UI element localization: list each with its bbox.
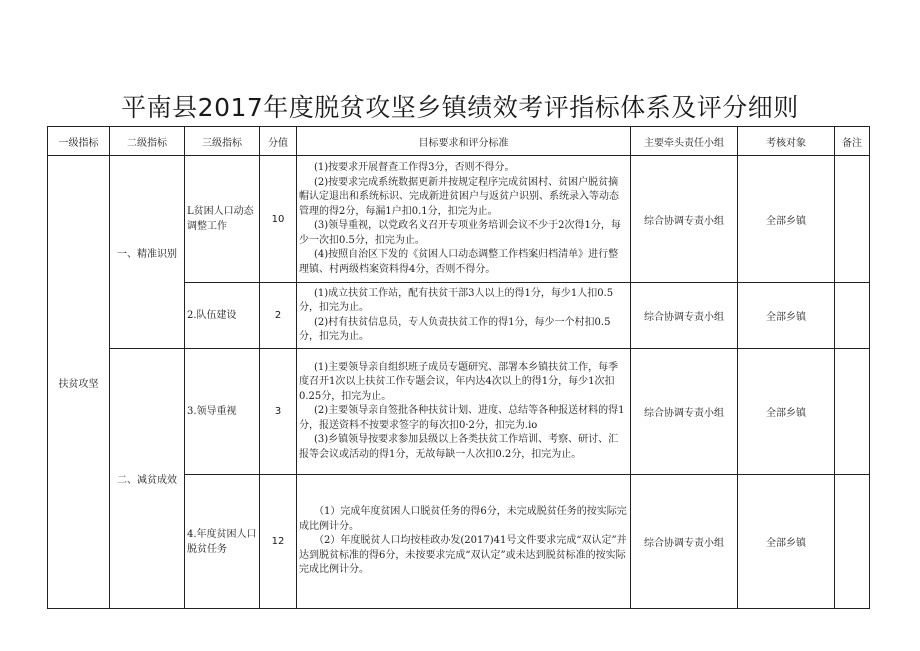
criteria-cell [297,475,631,609]
criteria-item: (4)按照自治区下发的《贫困人口动态调整工作档案归档清单》进行整理镇、村两级档案资料得4分，否则不得分。 [299,249,619,275]
score-cell: 12 [260,475,297,609]
header-level3: 三级指标 [185,127,260,156]
criteria-item: (2)村有扶贫信息员，专人负责扶贫工作的得1分，每少一个村扣0.5分，扣完为止。 [299,316,611,342]
level2-cell: 二、减贫成效 [110,349,185,609]
criteria-item: (2)按要求完成系统数据更新并按规定程序完成贫困村、贫困户脱贫摘帽认定退出和系统标识、完成新进贫困户与返贫户识别、系统录入等动态管理的得2分，每漏1户扣0.1分，扣完为止。 [299,176,619,217]
criteria-item: (1)按要求开展督查工作得3分，否则不得分。 [314,162,515,173]
criteria-item: (1)成立扶贫工作站，配有扶贫干部3人以上的得1分，每少1人扣0.5分，扣完为止。 [299,287,614,313]
header-criteria: 目标要求和评分标准 [297,127,631,156]
level3-cell: L贫困人口动态调整工作 [185,156,260,283]
criteria-cell [297,156,631,283]
criteria-item: (3)领导重视，以党政名义召开专项业务培训会议不少于2次得1分，每少一次扣0.5分，扣完为止。 [299,220,621,246]
table-row [48,156,870,283]
note-cell [835,283,870,349]
criteria-item: （2）年度脱贫人口均按桂政办发(2017)41号文件要求完成“双认定”并达到脱贫标准的得6分，未按要求完成“双认定”或未达到脱贫标准的按实际完成比例计分。 [299,535,627,576]
lead-group-cell: 综合协调专责小组 [631,156,738,283]
page-title: 平南县2017年度脱贫攻坚乡镇绩效考评指标体系及评分细则 [121,93,799,122]
criteria-cell [297,349,631,475]
lead-group-cell: 综合协调专责小组 [631,283,738,349]
table-row [48,349,870,475]
target-cell: 全部乡镇 [738,156,835,283]
header-note: 备注 [835,127,870,156]
score-cell: 2 [260,283,297,349]
level3-cell: 4.年度贫困人口脱贫任务 [185,475,260,609]
level3-cell: 2.队伍建设 [185,283,260,349]
score-cell: 10 [260,156,297,283]
criteria-cell [297,283,631,349]
target-cell: 全部乡镇 [738,475,835,609]
header-score: 分值 [260,127,297,156]
lead-group-cell: 综合协调专责小组 [631,349,738,475]
header-level2: 二级指标 [110,127,185,156]
note-cell [835,475,870,609]
header-row [48,127,870,156]
indicator-table [47,126,870,609]
note-cell [835,349,870,475]
criteria-item: (2)主要领导亲自签批各种扶贫计划、进度、总结等各种报送材料的得1分，报送资料不按要求签字的每次扣0·2分，扣完为.io [299,405,625,431]
criteria-item: （1）完成年度贫困人口脱贫任务的得6分，未完成脱贫任务的按实际完成比例计分。 [299,506,627,532]
level3-cell: 3.领导重视 [185,349,260,475]
level1-cell: 扶贫攻坚 [48,156,110,609]
criteria-item: (1)主要领导亲自组织班子成员专题研究、部署本乡镇扶贫工作，每季度召开1次以上扶贫工作专题会议，年内达4次以上的得1分，每少1次扣0.25分，扣完为止。 [299,361,619,402]
header-target: 考核对象 [738,127,835,156]
score-cell: 3 [260,349,297,475]
header-level1: 一级指标 [48,127,110,156]
lead-group-cell: 综合协调专责小组 [631,475,738,609]
level2-cell: 一、精准识别 [110,156,185,349]
target-cell: 全部乡镇 [738,283,835,349]
header-lead-group: 主要牵头责任小组 [631,127,738,156]
target-cell: 全部乡镇 [738,349,835,475]
note-cell [835,156,870,283]
criteria-item: (3)乡镇领导按要求参加县级以上各类扶贫工作培训、考察、研讨、汇报等会议或活动的得1分，无故每缺一人次扣0.2分，扣完为止。 [299,434,619,460]
